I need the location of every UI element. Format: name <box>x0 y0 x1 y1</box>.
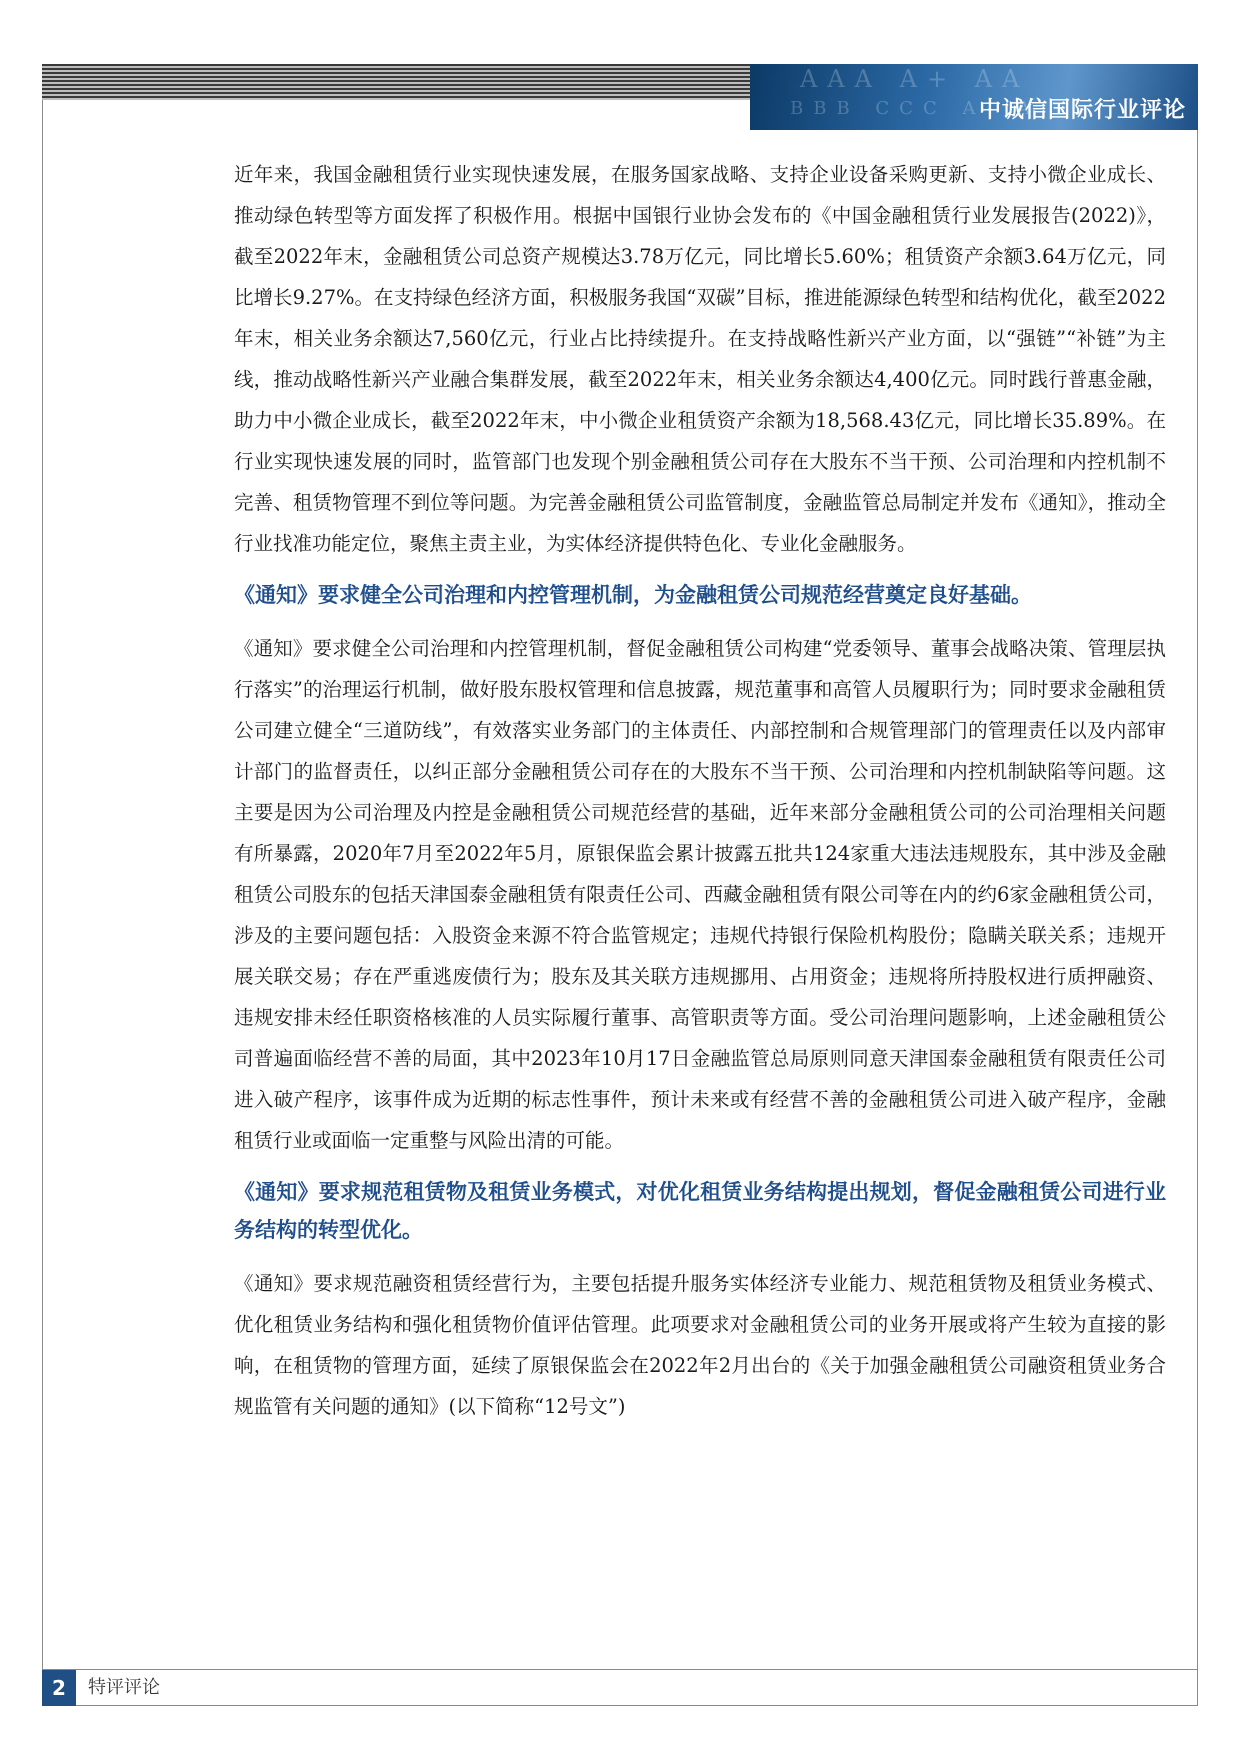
banner-decoration-line1: AAA A+ AA <box>800 65 1030 93</box>
section-heading-governance: 《通知》要求健全公司治理和内控管理机制，为金融租赁公司规范经营奠定良好基础。 <box>234 582 1032 607</box>
header-title: 中诚信国际行业评论 <box>978 98 1186 123</box>
paragraph-intro: 近年来，我国金融租赁行业实现快速发展，在服务国家战略、支持企业设备采购更新、支持小微企业成长、推动绿色转型等方面发挥了积极作用。根据中国银行业协会发布的《中国金融租赁行业发展报告(2022)》，截至2022年末，金融租赁公司总资产规模达3.78万亿元，同比增长5.60%；租赁资产余额3.64万亿元，同比增长9.27%。在支持绿色经济方面，积极服务我国“双碳”目标，推进能源绿色转型和结构优化，截至2022年末，相关业务余额达7,560亿元，行业占比持续提升。在支持战略性新兴产业方面，以“强链”“补链”为主线，推动战略性新兴产业融合集群发展，截至2022年末，相关业务余额达4,400亿元。同时践行普惠金融，助力中小微企业成长，截至2022年末，中小微企业租赁资产余额为18,568.43亿元，同比增长35.89%。在行业实现快速发展的同时，监管部门也发现个别金融租赁公司存在大股东不当干预、公司治理和内控机制不完善、租赁物管理不到位等问题。为完善金融租赁公司监管制度，金融监管总局制定并发布《通知》，推动全行业找准功能定位，聚焦主责主业，为实体经济提供特色化、专业化金融服务。 <box>234 163 1166 555</box>
header-stripes <box>42 64 750 100</box>
paragraph-business-model: 《通知》要求规范融资租赁经营行为，主要包括提升服务实体经济专业能力、规范租赁物及租赁业务模式、优化租赁业务结构和强化租赁物价值评估管理。此项要求对金融租赁公司的业务开展或将产生较为直接的影响，在租赁物的管理方面，延续了原银保监会在2022年2月出台的《关于加强金融租赁公司融资租赁业务合规监管有关问题的通知》(以下简称“12号文”) <box>234 1272 1166 1418</box>
header-banner <box>750 64 1198 130</box>
page-number: 2 <box>42 1670 76 1706</box>
banner-decoration-line2: BBB CCC A- A <box>790 98 1041 119</box>
article-body <box>234 154 1166 1427</box>
footer-section-label: 特评评论 <box>88 1677 160 1698</box>
paragraph-governance: 《通知》要求健全公司治理和内控管理机制，督促金融租赁公司构建“党委领导、董事会战略决策、管理层执行落实”的治理运行机制，做好股东股权管理和信息披露，规范董事和高管人员履职行为；同时要求金融租赁公司建立健全“三道防线”，有效落实业务部门的主体责任、内部控制和合规管理部门的管理责任以及内部审计部门的监督责任，以纠正部分金融租赁公司存在的大股东不当干预、公司治理和内控机制缺陷等问题。这主要是因为公司治理及内控是金融租赁公司规范经营的基础，近年来部分金融租赁公司的公司治理相关问题有所暴露，2020年7月至2022年5月，原银保监会累计披露五批共124家重大违法违规股东，其中涉及金融租赁公司股东的包括天津国泰金融租赁有限责任公司、西藏金融租赁有限公司等在内的约6家金融租赁公司，涉及的主要问题包括：入股资金来源不符合监管规定；违规代持银行保险机构股份；隐瞒关联关系；违规开展关联交易；存在严重逃废债行为；股东及其关联方违规挪用、占用资金；违规将所持股权进行质押融资、违规安排未经任职资格核准的人员实际履行董事、高管职责等方面。受公司治理问题影响，上述金融租赁公司普遍面临经营不善的局面，其中2023年10月17日金融监管总局原则同意天津国泰金融租赁有限责任公司进入破产程序，该事件成为近期的标志性事件，预计未来或有经营不善的金融租赁公司进入破产程序，金融租赁行业或面临一定重整与风险出清的可能。 <box>234 637 1166 1152</box>
section-heading-business-model: 《通知》要求规范租赁物及租赁业务模式，对优化租赁业务结构提出规划，督促金融租赁公司进行业务结构的转型优化。 <box>234 1179 1166 1242</box>
footer-divider <box>42 1669 1198 1670</box>
